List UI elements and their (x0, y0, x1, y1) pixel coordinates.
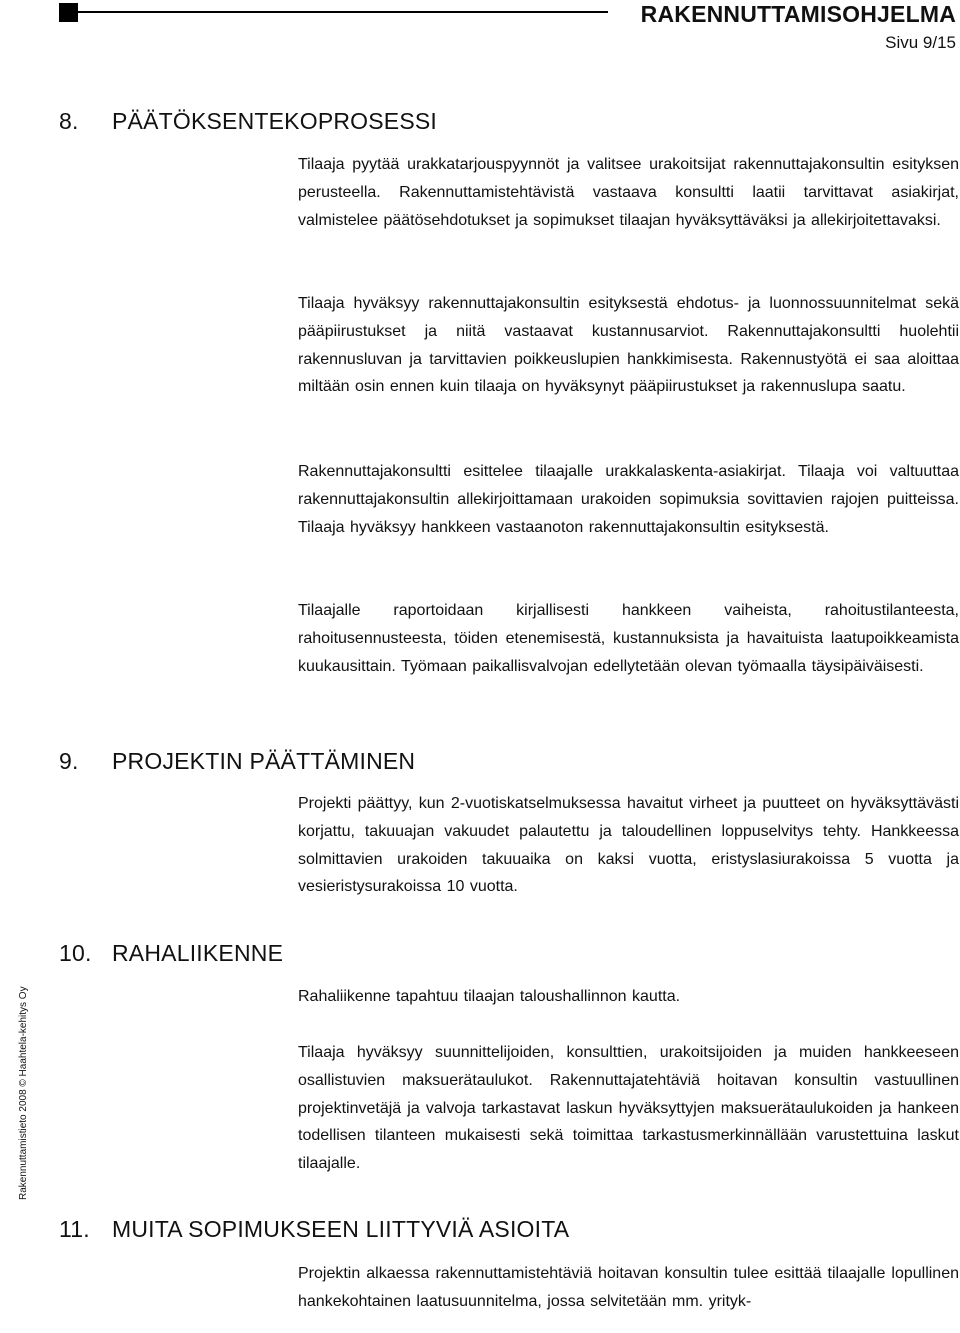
section-number: 10. (59, 940, 92, 966)
header-rule (78, 11, 608, 13)
section-title: RAHALIIKENNE (112, 940, 284, 966)
document-title: RAKENNUTTAMISOHJELMA (640, 1, 956, 27)
paragraph: Projekti päättyy, kun 2-vuotiskatselmuksessa havaitut virheet ja puutteet on hyväksyttävästi korjattu, takuuajan vakuudet palautettu ja taloudellinen loppuselvitys tehty. Hankkeessa solmittavien urakoiden takuuaika on kaksi vuotta, eristyslasiurakoissa 5 vuotta ja vesieristysurakoissa 10 vuotta. (298, 795, 959, 896)
paragraph: Rakennuttajakonsultti esittelee tilaajalle urakkalaskenta-asiakirjat. Tilaaja voi valtuuttaa rakennuttajakonsultin allekirjoittamaan urakoiden sopimuksia sovittavien rajojen puitteissa. Tilaaja hyväksyy hankkeen vastaanoton rakennuttajakonsultin esityksestä. (298, 463, 959, 536)
paragraph: Tilaaja hyväksyy suunnittelijoiden, konsulttien, urakoitsijoiden ja muiden hankkeeseen osallistuvien maksuerätaulukot. Rakennuttajatehtäviä hoitavan konsultin vastuullinen projektinvetäjä ja valvoja tarkastavat laskun hyväksyttyjen maksuerätaulukoiden ja hankeen todellisen tilanteen mukaisesti sekä toimittaa tarkastusmerkinnällään varustettuina laskut tilaajalle. (298, 1044, 959, 1173)
section-title: PÄÄTÖKSENTEKOPROSESSI (112, 108, 438, 134)
paragraph: Tilaaja pyytää urakkatarjouspyynnöt ja valitsee urakoitsijat rakennuttajakonsultin esityksen perusteella. Rakennuttamistehtävistä vastaava konsultti laatii tarvittavat asiakirjat, valmistelee päätösehdotukset ja sopimukset tilaajan hyväksyttäväksi ja allekirjoitettavaksi. (298, 156, 959, 229)
header-square-mark (59, 3, 78, 22)
paragraph: Tilaajalle raportoidaan kirjallisesti hankkeen vaiheista, rahoitustilanteesta, rahoitusennusteesta, töiden etenemisestä, kustannuksista ja havaituista laatupoikkeamista kuukausittain. Työmaan paikallisvalvojan edellytetään olevan työmaalla täysipäiväisesti. (298, 602, 959, 675)
section-heading-8 (59, 108, 437, 135)
section-number: 8. (59, 108, 79, 134)
paragraph: Projektin alkaessa rakennuttamistehtäviä hoitavan konsultin tulee esittää tilaajalle lopullinen hankekohtainen laatusuunnitelma, jossa selvitetään mm. yrityk- (298, 1265, 959, 1310)
section-title: MUITA SOPIMUKSEEN LIITTYVIÄ ASIOITA (112, 1216, 570, 1242)
paragraph: Tilaaja hyväksyy rakennuttajakonsultin esityksestä ehdotus- ja luonnossuunnitelmat sekä pääpiirustukset ja niitä vastaavat kustannusarviot. Rakennuttajakonsultti huolehtii rakennusluvan ja tarvittavien poikkeuslupien hankkimisesta. Rakennustyötä ei saa aloittaa miltään osin ennen kuin tilaaja on hyväksynyt pääpiirustukset ja rakennuslupa saatu. (298, 295, 959, 396)
paragraph: Rahaliikenne tapahtuu tilaajan taloushallinnon kautta. (298, 988, 681, 1005)
section-heading-9 (59, 748, 415, 775)
section-heading-11 (59, 1216, 569, 1243)
copyright-side-label: Rakennuttamistieto 2008 © Haahtela-kehitys Oy (18, 986, 29, 1200)
page-number: Sivu 9/15 (885, 33, 956, 52)
section-title: PROJEKTIN PÄÄTTÄMINEN (112, 748, 416, 774)
section-number: 11. (59, 1216, 90, 1242)
section-number: 9. (59, 748, 79, 774)
section-heading-10 (59, 940, 283, 967)
